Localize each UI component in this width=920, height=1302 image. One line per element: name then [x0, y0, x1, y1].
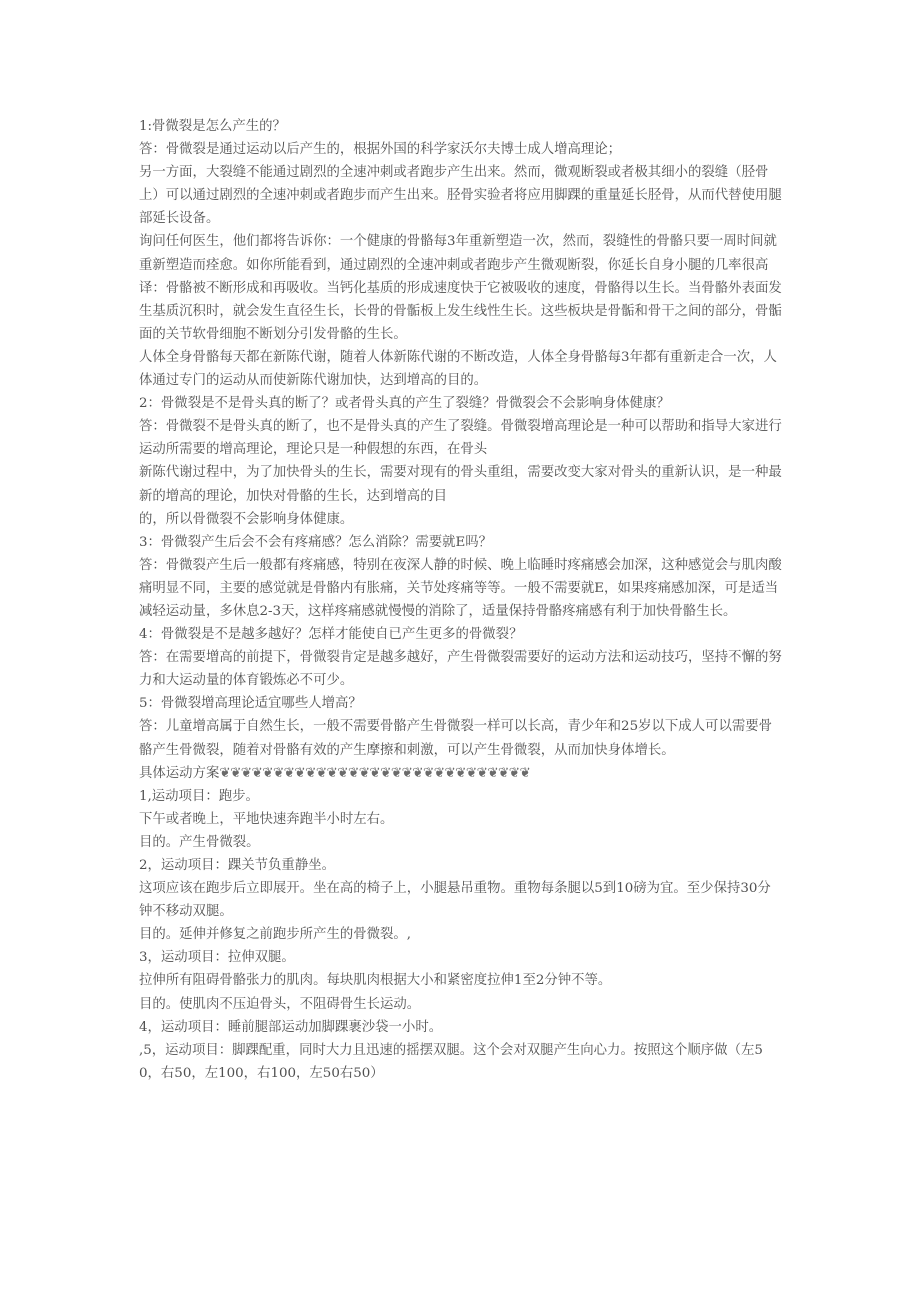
exercise-3-detail: 拉伸所有阻碍骨骼张力的肌肉。每块肌肉根据大小和紧密度拉伸1至2分钟不等。	[139, 973, 612, 989]
exercise-1-purpose: 目的。产生骨微裂。	[139, 834, 260, 850]
question-4: 4：骨微裂是不是越多越好？怎样才能使自已产生更多的骨微裂？	[139, 627, 523, 643]
exercise-2-title: 2，运动项目：踝关节负重静坐。	[139, 858, 335, 873]
answer-5: 答：儿童增高属于自然生长，一般不需要骨骼产生骨微裂一样可以长高，青少年和25岁以下成人可以需要骨骼产生骨微裂，随着对骨骼有效的产生摩擦和刺激，可以产生骨微裂，从而加快身体增长。	[139, 719, 773, 758]
plan-heading-text: 具体运动方案	[139, 765, 220, 781]
exercise-1-detail: 下午或者晚上，平地快速奔跑半小时左右。	[139, 811, 394, 827]
exercise-4-title: 4，运动项目：睡前腿部运动加脚踝裹沙袋一小时。	[139, 1019, 443, 1035]
exercise-2-purpose: 目的。延伸并修复之前跑步所产生的骨微裂。,	[139, 927, 412, 943]
answer-3: 答：骨微裂产生后一般都有疼痛感，特别在夜深人静的时候、晚上临睡时疼痛感会加深，这种感觉会与肌肉酸痛明显不同，主要的感觉就是骨骼内有胀痛，关节处疼痛等等。一般不需要就E，如果疼痛感加深，可是适当减轻运动量，多休息2-3天，这样疼痛感就慢慢的消除了，适量保持骨骼疼痛感有利于加快骨骼生长。	[139, 557, 782, 619]
question-3: 3：骨微裂产生后会不会有疼痛感？怎么消除？需要就E吗？	[139, 534, 493, 550]
exercise-1-title: 1,运动项目：跑步。	[139, 788, 259, 804]
question-1: 1:骨微裂是怎么产生的？	[139, 119, 286, 134]
exercise-2-detail: 这项应该在跑步后立即展开。坐在高的椅子上，小腿悬吊重物。重物每条腿以5到10磅为宜。至少保持30分钟不移动双腿。	[139, 881, 771, 920]
plan-heading	[139, 762, 784, 785]
answer-1-intro: 答：骨微裂是通过运动以后产生的，根据外国的科学家沃尔夫博士成人增高理论；	[139, 142, 622, 158]
decorative-symbols: ❦❦❦❦❦❦❦❦❦❦❦❦❦❦❦❦❦❦❦❦❦❦❦❦❦❦❦❦❦	[219, 765, 531, 781]
exercise-5-title: ,5，运动项目：脚踝配重，同时大力且迅速的摇摆双腿。这个会对双腿产生向心力。按照这个顺序做（左50，右50，左100，右100，左50右50）	[139, 1042, 763, 1081]
answer-1-paragraph-a: 另一方面，大裂缝不能通过剧烈的全速冲刺或者跑步产生出来。然而，微观断裂或者极其细小的裂缝（胫骨上）可以通过剧烈的全速冲刺或者跑步而产生出来。胫骨实验者将应用脚踝的重量延长胫骨，从而代替使用腿部延长设备。	[139, 165, 782, 227]
answer-2-line-3: 的，所以骨微裂不会影响身体健康。	[139, 511, 354, 527]
answer-1-summary: 人体全身骨骼每天都在新陈代谢，随着人体新陈代谢的不断改造，人体全身骨骼每3年都有重新走合一次，人体通过专门的运动从而使新陈代谢加快，达到增高的目的。	[139, 349, 777, 389]
document-body	[139, 115, 784, 1085]
answer-2-line-1: 答：骨微裂不是骨头真的断了，也不是骨头真的产生了裂缝。骨微裂增高理论是一种可以帮助和指导大家进行运动所需要的增高理论，理论只是一种假想的东西，在骨头	[139, 419, 782, 458]
exercise-3-title: 3，运动项目：拉伸双腿。	[139, 950, 295, 966]
answer-2-line-2: 新陈代谢过程中，为了加快骨头的生长，需要对现有的骨头重组，需要改变大家对骨头的重新认识，是一种最新的增高的理论，加快对骨骼的生长，达到增高的目	[139, 465, 782, 504]
question-2: 2：骨微裂是不是骨头真的断了？或者骨头真的产生了裂缝？骨微裂会不会影响身体健康？	[139, 396, 670, 412]
exercise-3-purpose: 目的。使肌肉不压迫骨头，不阻碍骨生长运动。	[139, 996, 421, 1012]
answer-4: 答：在需要增高的前提下，骨微裂肯定是越多越好，产生骨微裂需要好的运动方法和运动技巧，坚持不懈的努力和大运动量的体育锻炼必不可少。	[139, 650, 782, 689]
answer-1-paragraph-b: 询问任何医生，他们都将告诉你：一个健康的骨骼每3年重新塑造一次，然而，裂缝性的骨骼只要一周时间就重新塑造而痊愈。如你所能看到，通过剧烈的全速冲刺或者跑步产生微观断裂，你延长自身小腿的几率很高	[139, 234, 777, 273]
question-5: 5：骨微裂增高理论适宜哪些人增高？	[139, 696, 362, 712]
answer-1-translation: 译：骨骼被不断形成和再吸收。当钙化基质的形成速度快于它被吸收的速度，骨骼得以生长。当骨骼外表面发生基质沉积时，就会发生直径生长，长骨的骨骺板上发生线性生长。这些板块是骨骺和骨干之间的部分，骨骺面的关节软骨细胞不断划分引发骨骼的生长。	[139, 280, 782, 342]
